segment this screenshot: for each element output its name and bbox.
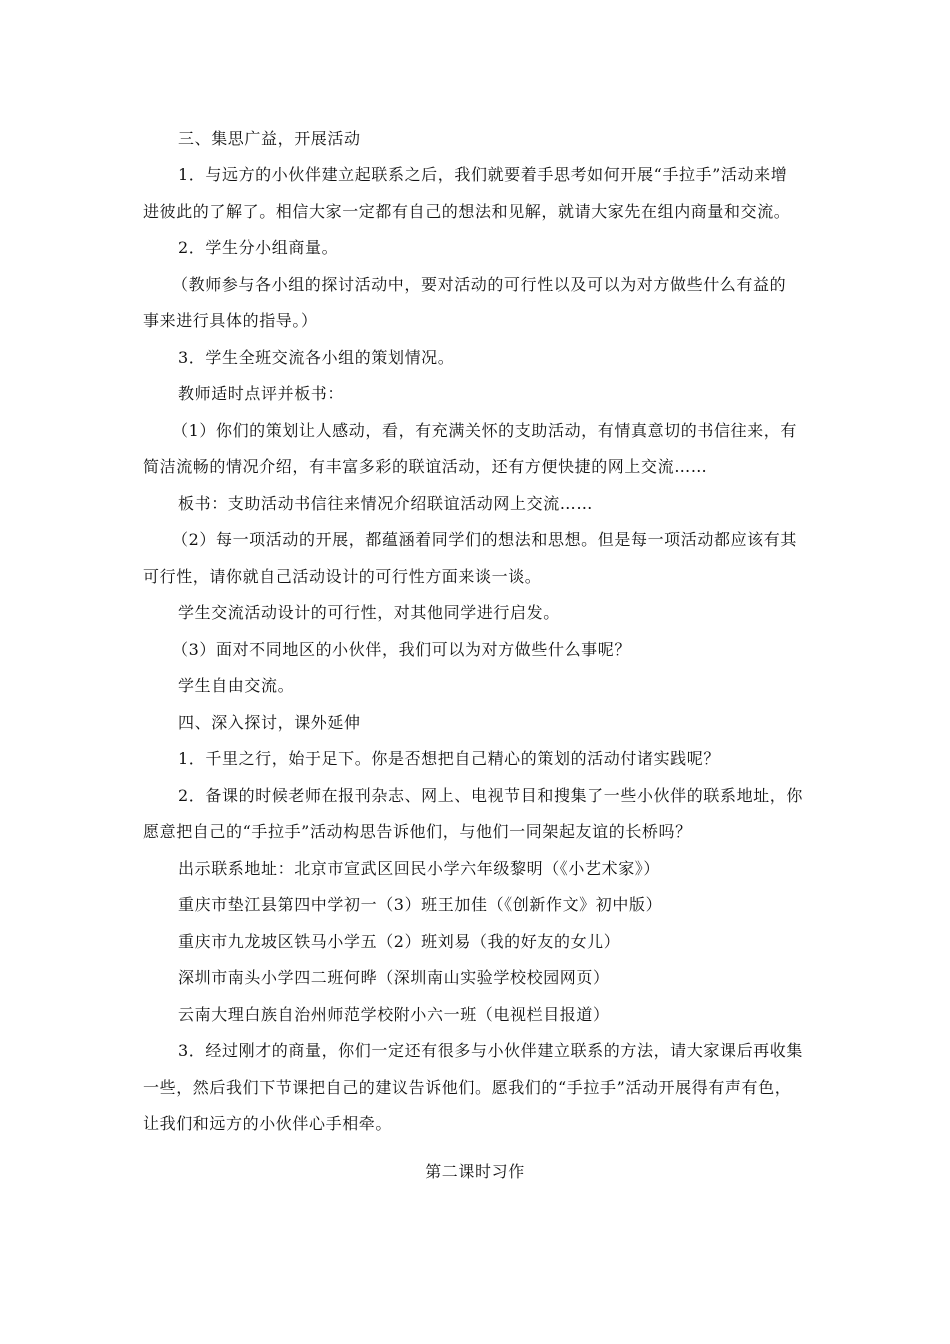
paragraph-line: 3．经过刚才的商量，你们一定还有很多与小伙伴建立联系的方法，请大家课后再收集 — [178, 1041, 803, 1060]
address-line: 重庆市九龙坡区铁马小学五（2）班刘易（我的好友的女儿） — [178, 932, 621, 951]
paragraph-line: 进彼此的了解了。相信大家一定都有自己的想法和见解，就请大家先在组内商量和交流。 — [143, 202, 791, 221]
paragraph-line: 学生自由交流。 — [178, 676, 295, 695]
section-heading-4: 四、深入探讨，课外延伸 — [178, 713, 361, 732]
address-line: 重庆市垫江县第四中学初一（3）班王加佳（《创新作文》初中版） — [178, 895, 663, 914]
paragraph-line: （2）每一项活动的开展，都蕴涵着同学们的想法和思想。但是每一项活动都应该有其 — [172, 530, 797, 549]
paragraph-line: 1．与远方的小伙伴建立起联系之后，我们就要着手思考如何开展“手拉手”活动来增 — [178, 165, 788, 184]
paragraph-line: （3）面对不同地区的小伙伴，我们可以为对方做些什么事呢？ — [172, 640, 631, 659]
address-line: 云南大理白族自治州师范学校附小六一班（电视栏目报道） — [178, 1005, 610, 1024]
paragraph-line: 1．千里之行，始于足下。你是否想把自己精心的策划的活动付诸实践呢？ — [178, 749, 720, 768]
address-line: 深圳市南头小学四二班何晔（深圳南山实验学校校园网页） — [178, 968, 610, 987]
paragraph-line: 一些，然后我们下节课把自己的建议告诉他们。愿我们的“手拉手”活动开展得有声有色， — [143, 1078, 792, 1097]
paragraph-line: 愿意把自己的“手拉手”活动构思告诉他们，与他们一同架起友谊的长桥吗？ — [143, 822, 692, 841]
section-heading-3: 三、集思广益，开展活动 — [178, 129, 361, 148]
paragraph-line: 让我们和远方的小伙伴心手相牵。 — [143, 1114, 393, 1133]
paragraph-line: 事来进行具体的指导。） — [143, 311, 318, 330]
paragraph-line: 学生交流活动设计的可行性，对其他同学进行启发。 — [178, 603, 560, 622]
address-line: 出示联系地址：北京市宣武区回民小学六年级黎明（《小艺术家》） — [178, 859, 661, 878]
lesson-heading: 第二课时习作 — [425, 1162, 525, 1181]
paragraph-line: （教师参与各小组的探讨活动中，要对活动的可行性以及可以为对方做些什么有益的 — [172, 275, 787, 294]
paragraph-line: 简洁流畅的情况介绍，有丰富多彩的联谊活动，还有方便快捷的网上交流…… — [143, 457, 708, 476]
paragraph-line: 2．学生分小组商量。 — [178, 238, 339, 257]
paragraph-line: （1）你们的策划让人感动，看，有充满关怀的支助活动，有情真意切的书信往来，有 — [172, 421, 797, 440]
paragraph-line: 可行性，请你就自己活动设计的可行性方面来谈一谈。 — [143, 567, 542, 586]
paragraph-line: 2．备课的时候老师在报刊杂志、网上、电视节目和搜集了一些小伙伴的联系地址，你 — [178, 786, 803, 805]
paragraph-line: 板书：支助活动书信往来情况介绍联谊活动网上交流…… — [178, 494, 594, 513]
paragraph-line: 3．学生全班交流各小组的策划情况。 — [178, 348, 455, 367]
paragraph-line: 教师适时点评并板书： — [178, 384, 345, 403]
